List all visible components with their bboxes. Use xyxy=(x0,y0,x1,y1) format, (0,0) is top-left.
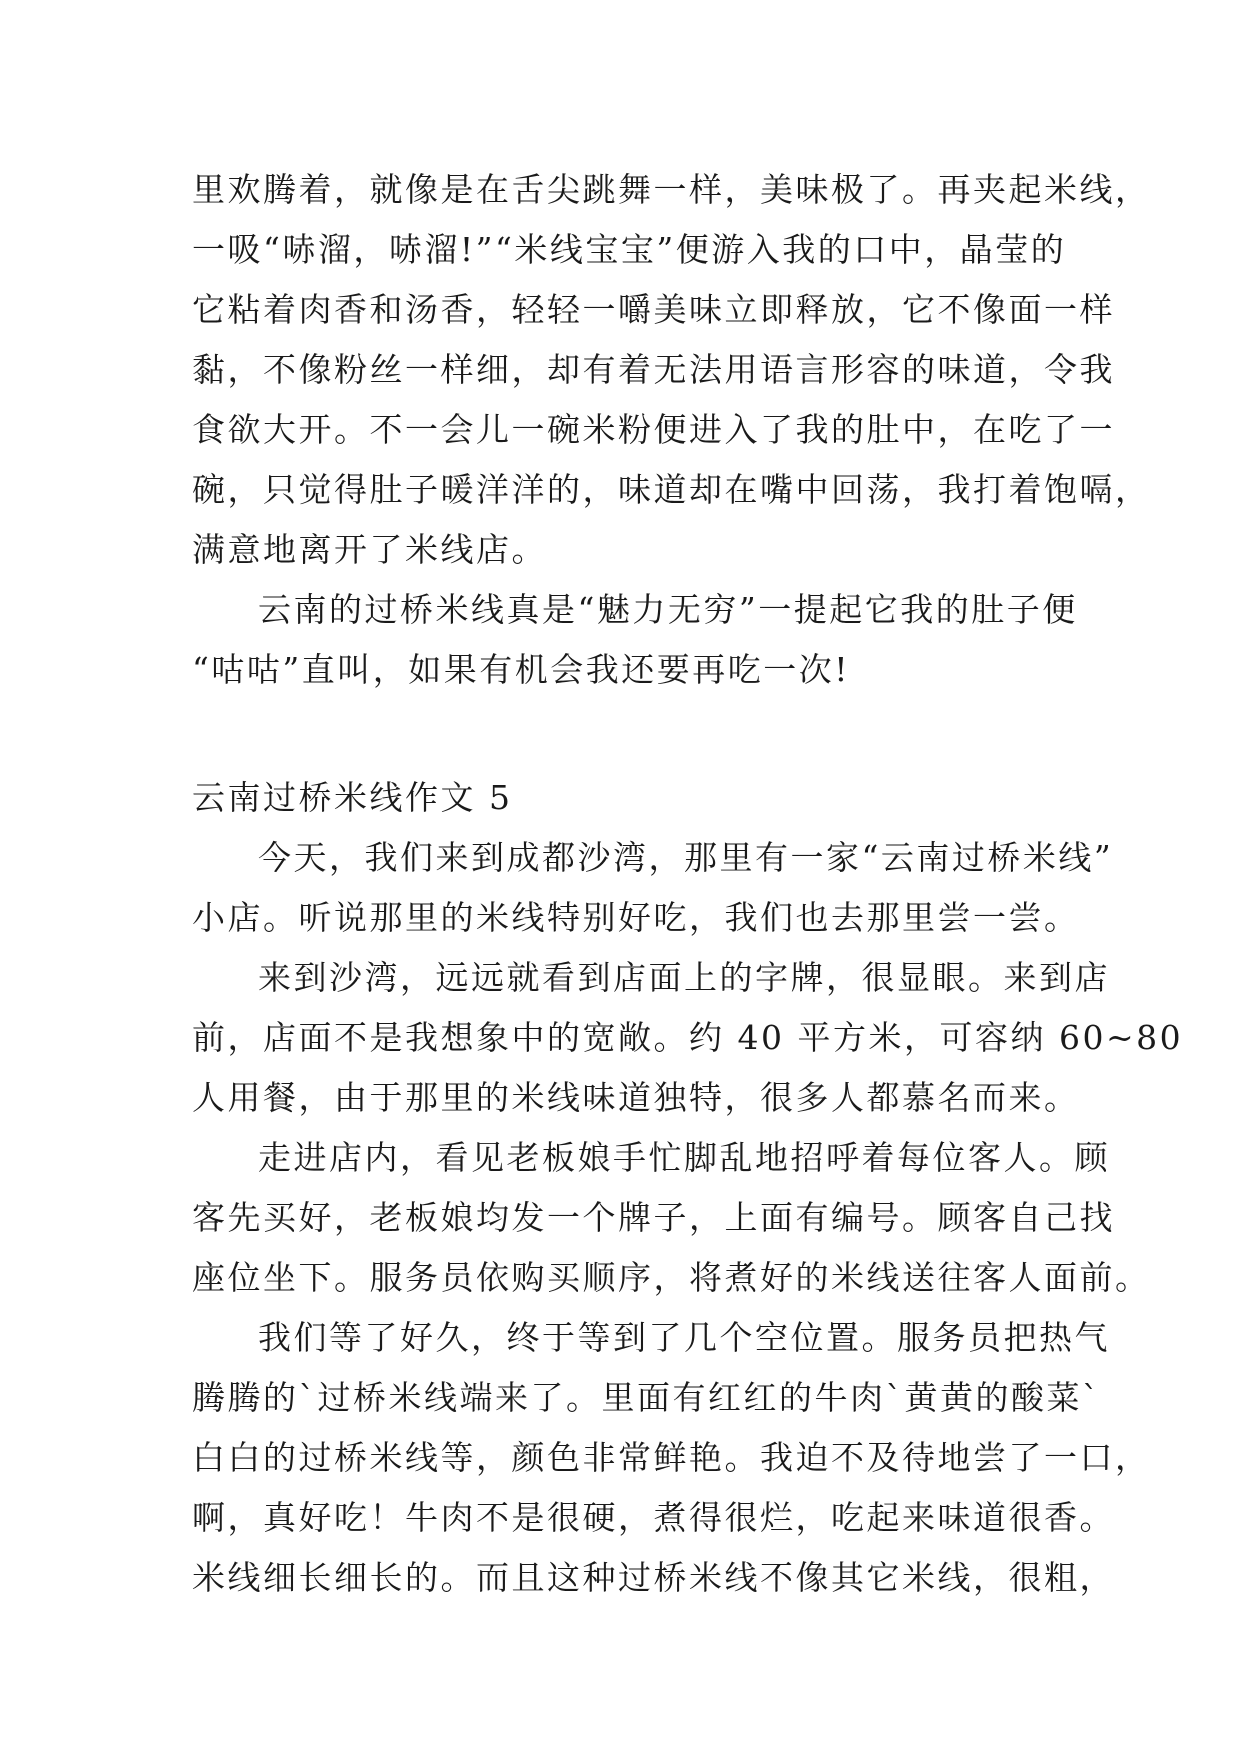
paragraph-5 xyxy=(192,1128,1151,1308)
text-line: 里欢腾着，就像是在舌尖跳舞一样，美味极了。再夹起米线， xyxy=(192,170,1151,209)
text-line: 腾腾的`过桥米线端来了。里面有红红的牛肉`黄黄的酸菜` xyxy=(192,1378,1101,1417)
text-line: 白白的过桥米线等，颜色非常鲜艳。我迫不及待地尝了一口， xyxy=(192,1438,1151,1477)
text-line: 我们等了好久，终于等到了几个空位置。服务员把热气 xyxy=(258,1318,1110,1357)
paragraph-3 xyxy=(192,828,1114,948)
text-line: 碗，只觉得肚子暖洋洋的，味道却在嘴中回荡，我打着饱嗝， xyxy=(192,470,1151,509)
paragraph-4 xyxy=(192,948,1184,1128)
text-line: 来到沙湾，远远就看到店面上的字牌，很显眼。来到店 xyxy=(258,958,1110,997)
paragraph-1 xyxy=(192,160,1151,580)
text-line: 黏，不像粉丝一样细，却有着无法用语言形容的味道，令我 xyxy=(192,350,1115,389)
text-line: 走进店内，看见老板娘手忙脚乱地招呼着每位客人。顾 xyxy=(258,1138,1110,1177)
text-line: 座位坐下。服务员依购买顺序，将煮好的米线送往客人面前。 xyxy=(192,1258,1151,1297)
document-body xyxy=(192,160,1184,1608)
text-line: 满意地离开了米线店。 xyxy=(192,530,547,569)
text-line: 米线细长细长的。而且这种过桥米线不像其它米线，很粗， xyxy=(192,1558,1115,1597)
text-line: 啊，真好吃！牛肉不是很硬，煮得很烂，吃起来味道很香。 xyxy=(192,1498,1115,1537)
text-line: 小店。听说那里的米线特别好吃，我们也去那里尝一尝。 xyxy=(192,898,1080,937)
text-line: 前，店面不是我想象中的宽敞。约 40 平方米，可容纳 60~80 xyxy=(192,1018,1184,1057)
text-line: 它粘着肉香和汤香，轻轻一嚼美味立即释放，它不像面一样 xyxy=(192,290,1115,329)
paragraph-2 xyxy=(192,580,1078,700)
text-line: 一吸“哧溜，哧溜!”“米线宝宝”便游入我的口中，晶莹的 xyxy=(192,230,1067,269)
text-line: 今天，我们来到成都沙湾，那里有一家“云南过桥米线” xyxy=(258,838,1114,877)
section-heading: 云南过桥米线作文 5 xyxy=(192,778,513,817)
text-line: 云南的过桥米线真是“魅力无穷”一提起它我的肚子便 xyxy=(258,590,1078,629)
text-line: 客先买好，老板娘均发一个牌子，上面有编号。顾客自己找 xyxy=(192,1198,1115,1237)
paragraph-6 xyxy=(192,1308,1151,1608)
text-line: 人用餐，由于那里的米线味道独特，很多人都慕名而来。 xyxy=(192,1078,1080,1117)
paragraph-spacer xyxy=(192,700,1062,768)
text-line: “咕咕”直叫，如果有机会我还要再吃一次! xyxy=(192,650,851,689)
text-line: 食欲大开。不一会儿一碗米粉便进入了我的肚中，在吃了一 xyxy=(192,410,1115,449)
